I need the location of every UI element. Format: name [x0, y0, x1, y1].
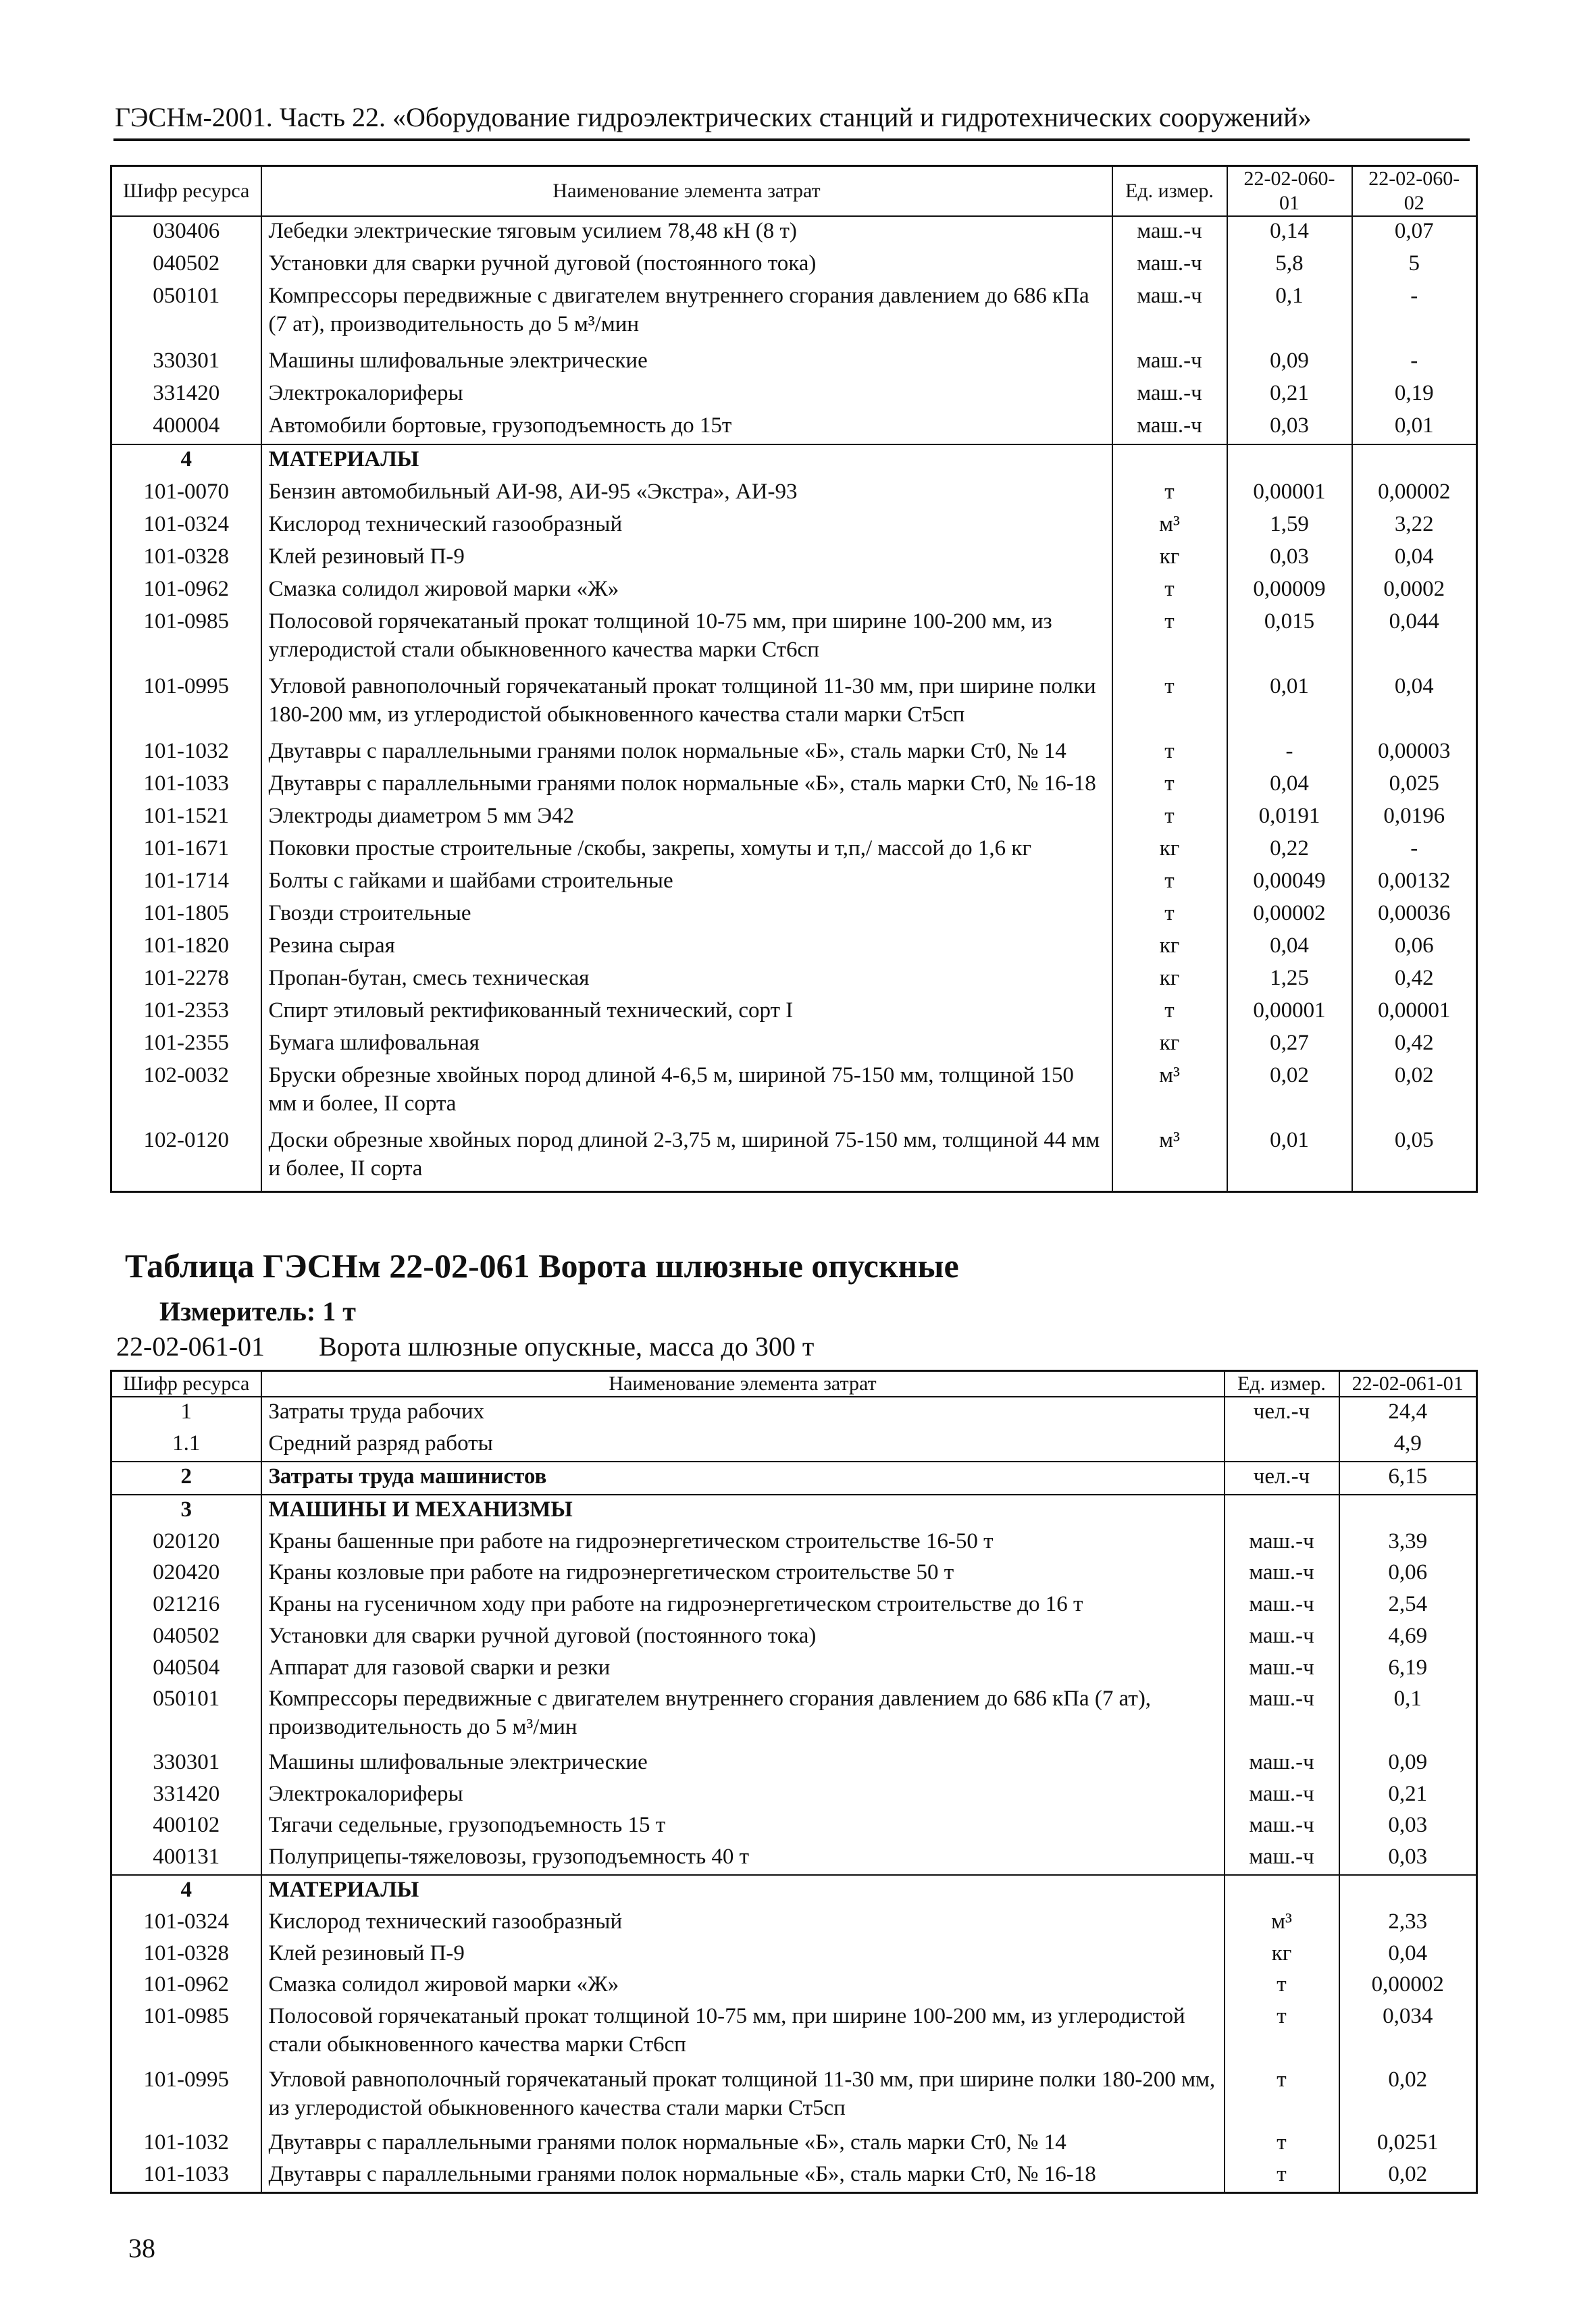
- resource-name: Клей резиновый П-9: [261, 542, 1112, 575]
- value-cell: [1352, 444, 1477, 478]
- unit-cell: м³: [1225, 1907, 1339, 1939]
- resource-table-061: [110, 1370, 1478, 2194]
- table-row: [111, 282, 1477, 346]
- table-row: [111, 1748, 1477, 1780]
- value-cell: [1339, 1495, 1477, 1527]
- header-unit: Ед. измер.: [1112, 166, 1227, 217]
- resource-name: Электроды диаметром 5 мм Э42: [261, 802, 1112, 834]
- value-cell: 0,00049: [1227, 867, 1352, 899]
- resource-name: Бруски обрезные хвойных пород длиной 4-6,5 м, шириной 75-150 мм, толщиной 150 мм и более, II сорта: [261, 1061, 1112, 1126]
- resource-code: 030406: [111, 216, 261, 249]
- resource-name: Резина сырая: [261, 931, 1112, 964]
- unit-cell: т: [1225, 2002, 1339, 2065]
- norm-subtitle: [116, 1331, 814, 1362]
- unit-cell: маш.-ч: [1225, 1780, 1339, 1811]
- table-row: [111, 834, 1477, 867]
- unit-cell: т: [1225, 2128, 1339, 2160]
- value-cell: 3,39: [1388, 1528, 1428, 1553]
- table-row: [111, 1780, 1477, 1811]
- resource-name: Полуприцепы-тяжеловозы, грузоподъемность 40 т: [261, 1843, 1225, 1875]
- table-row: [111, 1590, 1477, 1622]
- resource-name: Электрокалориферы: [261, 1780, 1225, 1811]
- value-cell: 0,05: [1394, 1127, 1434, 1152]
- unit-cell: кг: [1112, 1029, 1227, 1061]
- resource-code: 331420: [111, 1780, 261, 1811]
- header-060-02: 22-02-060-02: [1352, 166, 1477, 217]
- value-cell: 24,4: [1388, 1399, 1428, 1424]
- value-cell: 0,03: [1388, 1813, 1428, 1838]
- table-row: [111, 1622, 1477, 1653]
- resource-name: Смазка солидол жировой марки «Ж»: [261, 1970, 1225, 2002]
- resource-name: Электрокалориферы: [261, 379, 1112, 411]
- resource-name: Кислород технический газообразный: [261, 510, 1112, 542]
- section-title: МАТЕРИАЛЫ: [261, 1875, 1225, 1907]
- resource-name: Доски обрезные хвойных пород длиной 2-3,75 м, шириной 75-150 мм, толщиной 44 мм и более, II сорта: [261, 1126, 1112, 1192]
- value-cell: 0,02: [1388, 2161, 1428, 2186]
- value-cell: 0,02: [1227, 1061, 1352, 1126]
- unit-cell: маш.-ч: [1112, 411, 1227, 444]
- unit-cell: кг: [1112, 542, 1227, 575]
- resource-name: Краны козловые при работе на гидроэнергетическом строительстве 50 т: [261, 1558, 1225, 1590]
- value-cell: 0,00001: [1227, 996, 1352, 1029]
- resource-code: 101-0962: [111, 1970, 261, 2002]
- value-cell: 0,14: [1227, 216, 1352, 249]
- value-cell: 0,0002: [1383, 577, 1445, 602]
- unit-cell: маш.-ч: [1225, 1748, 1339, 1780]
- table-row: [111, 575, 1477, 607]
- unit-cell: т: [1112, 769, 1227, 802]
- unit-cell: т: [1112, 802, 1227, 834]
- unit-cell: чел.-ч: [1225, 1397, 1339, 1429]
- value-cell: 0,03: [1227, 542, 1352, 575]
- table-row: [111, 1061, 1477, 1126]
- resource-code: 1.1: [111, 1429, 261, 1462]
- section-code: 4: [111, 1875, 261, 1907]
- resource-name: Краны башенные при работе на гидроэнергетическом строительстве 16-50 т: [261, 1527, 1225, 1559]
- value-cell: 0,09: [1227, 346, 1352, 379]
- unit-cell: маш.-ч: [1112, 346, 1227, 379]
- resource-name: Спирт этиловый ректификованный технический, сорт I: [261, 996, 1112, 1029]
- section-row: [111, 1875, 1477, 1907]
- value-cell: 4,69: [1388, 1623, 1428, 1648]
- value-cell: 0,04: [1227, 931, 1352, 964]
- table-row: [111, 411, 1477, 444]
- unit-cell: т: [1112, 996, 1227, 1029]
- section-code: 3: [111, 1495, 261, 1527]
- unit-cell: [1225, 1875, 1339, 1907]
- unit-cell: т: [1112, 478, 1227, 510]
- resource-code: 101-1805: [111, 899, 261, 931]
- table-row: [111, 672, 1477, 737]
- value-cell: 0,015: [1227, 607, 1352, 672]
- section-title: МАТЕРИАЛЫ: [261, 444, 1112, 478]
- resource-name: Пропан-бутан, смесь техническая: [261, 964, 1112, 996]
- norm-description: Ворота шлюзные опускные, масса до 300 т: [319, 1331, 815, 1362]
- resource-code: 101-1032: [111, 2128, 261, 2160]
- resource-code: 050101: [111, 282, 261, 346]
- value-cell: 0,01: [1227, 1126, 1352, 1192]
- header-060-01: 22-02-060-01: [1227, 166, 1352, 217]
- header-name: Наименование элемента затрат: [261, 1371, 1225, 1397]
- table-header-row: [111, 1371, 1477, 1397]
- table-row: [111, 931, 1477, 964]
- resource-name: Бумага шлифовальная: [261, 1029, 1112, 1061]
- value-cell: 0,21: [1388, 1781, 1428, 1806]
- resource-name: Болты с гайками и шайбами строительные: [261, 867, 1112, 899]
- table-row: [111, 2065, 1477, 2129]
- resource-code: 040504: [111, 1653, 261, 1685]
- section-row: [111, 1495, 1477, 1527]
- value-cell: 3,22: [1394, 512, 1434, 537]
- table-row: [111, 216, 1477, 249]
- unit-cell: [1225, 1495, 1339, 1527]
- value-cell: 6,19: [1388, 1655, 1428, 1680]
- table-row: [111, 769, 1477, 802]
- table-row: [111, 1907, 1477, 1939]
- table-row: [111, 996, 1477, 1029]
- table-row: [111, 2160, 1477, 2193]
- value-cell: 0,04: [1394, 544, 1434, 569]
- resource-code: 400004: [111, 411, 261, 444]
- table-row: [111, 737, 1477, 769]
- unit-cell: т: [1225, 1970, 1339, 2002]
- unit-cell: маш.-ч: [1112, 379, 1227, 411]
- resource-code: 1: [111, 1397, 261, 1429]
- table-row: [111, 1653, 1477, 1685]
- resource-code: 101-1820: [111, 931, 261, 964]
- header-name: Наименование элемента затрат: [261, 166, 1112, 217]
- unit-cell: маш.-ч: [1225, 1653, 1339, 1685]
- page-number: 38: [128, 2233, 155, 2263]
- resource-code: 102-0032: [111, 1061, 261, 1126]
- measurer-value: 1 т: [322, 1296, 356, 1327]
- table-row: [111, 1029, 1477, 1061]
- resource-name: Двутавры с параллельными гранями полок нормальные «Б», сталь марки Ст0, № 14: [261, 737, 1112, 769]
- section-code: 4: [111, 444, 261, 478]
- unit-cell: маш.-ч: [1225, 1527, 1339, 1559]
- unit-cell: м³: [1112, 510, 1227, 542]
- resource-name: Угловой равнополочный горячекатаный прокат толщиной 11-30 мм, при ширине полки 180-200 мм, из углеродистой обыкновенного качества стали марки Ст5сп: [261, 2065, 1225, 2129]
- resource-code: 330301: [111, 346, 261, 379]
- unit-cell: т: [1112, 899, 1227, 931]
- table-row: [111, 802, 1477, 834]
- resource-code: 101-1521: [111, 802, 261, 834]
- value-cell: 0,06: [1388, 1560, 1428, 1585]
- value-cell: 0,025: [1389, 771, 1439, 796]
- resource-code: 101-1033: [111, 2160, 261, 2193]
- value-cell: 4,9: [1393, 1431, 1422, 1456]
- resource-code: 400131: [111, 1843, 261, 1875]
- norm-code: 22-02-061-01: [116, 1331, 265, 1362]
- section-row: [111, 444, 1477, 478]
- unit-cell: кг: [1112, 931, 1227, 964]
- resource-code: 021216: [111, 1590, 261, 1622]
- unit-cell: т: [1112, 737, 1227, 769]
- value-cell: 0,03: [1388, 1845, 1428, 1870]
- unit-cell: маш.-ч: [1112, 282, 1227, 346]
- value-cell: 0,03: [1227, 411, 1352, 444]
- value-cell: 0,00002: [1371, 1972, 1444, 1997]
- table-row: [111, 607, 1477, 672]
- value-cell: 0,01: [1227, 672, 1352, 737]
- resource-name: Лебедки электрические тяговым усилием 78,48 кН (8 т): [261, 216, 1112, 249]
- resource-code: 101-0995: [111, 672, 261, 737]
- resource-name: Краны на гусеничном ходу при работе на гидроэнергетическом строительстве до 16 т: [261, 1590, 1225, 1622]
- resource-name: Средний разряд работы: [261, 1429, 1225, 1462]
- section-title: Таблица ГЭСНм 22-02-061 Ворота шлюзные опускные: [125, 1247, 959, 1285]
- unit-cell: т: [1112, 575, 1227, 607]
- table-row: [111, 867, 1477, 899]
- unit-cell: маш.-ч: [1225, 1558, 1339, 1590]
- value-cell: 1,25: [1227, 964, 1352, 996]
- resource-code: 101-1671: [111, 834, 261, 867]
- table-row: [111, 346, 1477, 379]
- value-cell: 0,07: [1394, 219, 1434, 243]
- value-cell: 0,0196: [1383, 803, 1445, 828]
- unit-cell: маш.-ч: [1225, 1843, 1339, 1875]
- value-cell: 0,00003: [1378, 738, 1451, 763]
- resource-code: 101-0324: [111, 510, 261, 542]
- page-header: ГЭСНм-2001. Часть 22. «Оборудование гидроэлектрических станций и гидротехнических сооружений»: [115, 102, 1312, 132]
- value-cell: -: [1410, 835, 1418, 860]
- unit-cell: маш.-ч: [1112, 249, 1227, 282]
- unit-cell: [1112, 444, 1227, 478]
- value-cell: [1339, 1875, 1477, 1907]
- table-row: [111, 1685, 1477, 1748]
- value-cell: 5,8: [1227, 249, 1352, 282]
- resource-name: Клей резиновый П-9: [261, 1939, 1225, 1971]
- table-row: [111, 1397, 1477, 1429]
- unit-cell: т: [1225, 2160, 1339, 2193]
- resource-name: Двутавры с параллельными гранями полок нормальные «Б», сталь марки Ст0, № 16-18: [261, 2160, 1225, 2193]
- unit-cell: маш.-ч: [1225, 1590, 1339, 1622]
- value-cell: 0,02: [1388, 2067, 1428, 2092]
- resource-name: Кислород технический газообразный: [261, 1907, 1225, 1939]
- resource-code: 101-0962: [111, 575, 261, 607]
- value-cell: 0,04: [1394, 674, 1434, 699]
- unit-cell: кг: [1112, 964, 1227, 996]
- value-cell: 0,42: [1394, 965, 1434, 990]
- measurer: [159, 1295, 356, 1327]
- resource-code: 101-2355: [111, 1029, 261, 1061]
- table-row: [111, 1843, 1477, 1875]
- value-cell: 0,04: [1388, 1940, 1428, 1965]
- resource-name: Полосовой горячекатаный прокат толщиной 10-75 мм, при ширине 100-200 мм, из углеродистой стали обыкновенного качества марки Ст6сп: [261, 607, 1112, 672]
- resource-code: 102-0120: [111, 1126, 261, 1192]
- resource-name: Автомобили бортовые, грузоподъемность до 15т: [261, 411, 1112, 444]
- table-row: [111, 2128, 1477, 2160]
- section-title: МАШИНЫ И МЕХАНИЗМЫ: [261, 1495, 1225, 1527]
- resource-name: Компрессоры передвижные с двигателем внутреннего сгорания давлением до 686 кПа (7 ат), производительность до 5 м³/мин: [261, 1685, 1225, 1748]
- resource-code: 101-1714: [111, 867, 261, 899]
- resource-code: 2: [111, 1462, 261, 1495]
- resource-name: Аппарат для газовой сварки и резки: [261, 1653, 1225, 1685]
- resource-name: Угловой равнополочный горячекатаный прокат толщиной 11-30 мм, при ширине полки 180-200 мм, из углеродистой обыкновенного качества стали марки Ст5сп: [261, 672, 1112, 737]
- value-cell: 0,19: [1394, 381, 1434, 405]
- resource-code: 101-0070: [111, 478, 261, 510]
- table-row: [111, 1558, 1477, 1590]
- resource-code: 020120: [111, 1527, 261, 1559]
- unit-cell: кг: [1225, 1939, 1339, 1971]
- resource-code: 050101: [111, 1685, 261, 1748]
- table-row: [111, 478, 1477, 510]
- header-061-01: 22-02-061-01: [1339, 1371, 1477, 1397]
- resource-name: Компрессоры передвижные с двигателем внутреннего сгорания давлением до 686 кПа (7 ат), производительность до 5 м³/мин: [261, 282, 1112, 346]
- resource-code: 331420: [111, 379, 261, 411]
- header-unit: Ед. измер.: [1225, 1371, 1339, 1397]
- value-cell: 0,09: [1388, 1749, 1428, 1774]
- value-cell: -: [1410, 349, 1418, 374]
- resource-code: 040502: [111, 1622, 261, 1653]
- resource-code: 400102: [111, 1811, 261, 1843]
- resource-code: 020420: [111, 1558, 261, 1590]
- value-cell: 0,04: [1227, 769, 1352, 802]
- table-row: [111, 1126, 1477, 1192]
- resource-code: 101-0328: [111, 1939, 261, 1971]
- value-cell: 5: [1408, 251, 1420, 276]
- resource-name: Двутавры с параллельными гранями полок нормальные «Б», сталь марки Ст0, № 14: [261, 2128, 1225, 2160]
- value-cell: 0,21: [1227, 379, 1352, 411]
- value-cell: 0,02: [1394, 1062, 1434, 1087]
- unit-cell: т: [1112, 867, 1227, 899]
- table-row: [111, 510, 1477, 542]
- header-rule: [113, 138, 1470, 141]
- resource-code: 101-0985: [111, 2002, 261, 2065]
- resource-name: Поковки простые строительные /скобы, закрепы, хомуты и т,п,/ массой до 1,6 кг: [261, 834, 1112, 867]
- value-cell: 0,00001: [1378, 998, 1451, 1023]
- table-row: [111, 1970, 1477, 2002]
- resource-table-060: [110, 165, 1478, 1193]
- value-cell: -: [1410, 284, 1418, 309]
- unit-cell: т: [1112, 607, 1227, 672]
- resource-name: Затраты труда машинистов: [261, 1462, 1225, 1495]
- table-row: [111, 899, 1477, 931]
- header-code: Шифр ресурса: [111, 166, 261, 217]
- value-cell: [1227, 444, 1352, 478]
- unit-cell: маш.-ч: [1225, 1685, 1339, 1748]
- value-cell: 0,044: [1389, 609, 1439, 634]
- resource-name: Бензин автомобильный АИ-98, АИ-95 «Экстра», АИ-93: [261, 478, 1112, 510]
- value-cell: 0,1: [1227, 282, 1352, 346]
- value-cell: 0,00132: [1378, 868, 1451, 893]
- value-cell: 0,00036: [1378, 900, 1451, 925]
- table-row: [111, 249, 1477, 282]
- resource-code: 040502: [111, 249, 261, 282]
- value-cell: 0,00002: [1378, 480, 1451, 505]
- table-row: [111, 2002, 1477, 2065]
- value-cell: 0,0191: [1227, 802, 1352, 834]
- value-cell: 2,33: [1388, 1909, 1428, 1934]
- table-row: [111, 1527, 1477, 1559]
- unit-cell: кг: [1112, 834, 1227, 867]
- measurer-label: Измеритель:: [159, 1296, 316, 1327]
- header-code: Шифр ресурса: [111, 1371, 261, 1397]
- resource-code: 101-2278: [111, 964, 261, 996]
- unit-cell: [1225, 1429, 1339, 1462]
- resource-code: 330301: [111, 1748, 261, 1780]
- resource-name: Затраты труда рабочих: [261, 1397, 1225, 1429]
- value-cell: 0,00009: [1227, 575, 1352, 607]
- value-cell: 1,59: [1227, 510, 1352, 542]
- table-row: [111, 1429, 1477, 1462]
- resource-code: 101-0995: [111, 2065, 261, 2129]
- resource-name: Тягачи седельные, грузоподъемность 15 т: [261, 1811, 1225, 1843]
- resource-code: 101-0985: [111, 607, 261, 672]
- resource-name: Установки для сварки ручной дуговой (постоянного тока): [261, 1622, 1225, 1653]
- unit-cell: маш.-ч: [1112, 216, 1227, 249]
- resource-name: Полосовой горячекатаный прокат толщиной 10-75 мм, при ширине 100-200 мм, из углеродистой стали обыкновенного качества марки Ст6сп: [261, 2002, 1225, 2065]
- value-cell: 0,00002: [1227, 899, 1352, 931]
- table-row: [111, 964, 1477, 996]
- value-cell: -: [1227, 737, 1352, 769]
- unit-cell: маш.-ч: [1225, 1811, 1339, 1843]
- value-cell: 0,22: [1227, 834, 1352, 867]
- resource-name: Установки для сварки ручной дуговой (постоянного тока): [261, 249, 1112, 282]
- unit-cell: т: [1112, 672, 1227, 737]
- value-cell: 0,06: [1394, 933, 1434, 958]
- value-cell: 6,15: [1339, 1462, 1477, 1495]
- unit-cell: маш.-ч: [1225, 1622, 1339, 1653]
- table-row: [111, 1939, 1477, 1971]
- value-cell: 0,0251: [1376, 2130, 1439, 2155]
- resource-code: 101-1032: [111, 737, 261, 769]
- resource-code: 101-2353: [111, 996, 261, 1029]
- value-cell: 0,1: [1393, 1687, 1422, 1712]
- table-row: [111, 1462, 1477, 1495]
- resource-name: Смазка солидол жировой марки «Ж»: [261, 575, 1112, 607]
- value-cell: 0,27: [1227, 1029, 1352, 1061]
- resource-name: Машины шлифовальные электрические: [261, 346, 1112, 379]
- resource-code: 101-0328: [111, 542, 261, 575]
- table-row: [111, 1811, 1477, 1843]
- value-cell: 2,54: [1388, 1592, 1428, 1617]
- value-cell: 0,42: [1394, 1030, 1434, 1055]
- table-row: [111, 379, 1477, 411]
- resource-code: 101-0324: [111, 1907, 261, 1939]
- unit-cell: м³: [1112, 1126, 1227, 1192]
- resource-name: Гвозди строительные: [261, 899, 1112, 931]
- unit-cell: чел.-ч: [1225, 1462, 1339, 1495]
- table-header-row: [111, 166, 1477, 217]
- table-row: [111, 542, 1477, 575]
- resource-code: 101-1033: [111, 769, 261, 802]
- resource-name: Машины шлифовальные электрические: [261, 1748, 1225, 1780]
- resource-name: Двутавры с параллельными гранями полок нормальные «Б», сталь марки Ст0, № 16-18: [261, 769, 1112, 802]
- value-cell: 0,034: [1383, 2004, 1433, 2029]
- unit-cell: т: [1225, 2065, 1339, 2129]
- unit-cell: м³: [1112, 1061, 1227, 1126]
- value-cell: 0,01: [1394, 413, 1434, 438]
- value-cell: 0,00001: [1227, 478, 1352, 510]
